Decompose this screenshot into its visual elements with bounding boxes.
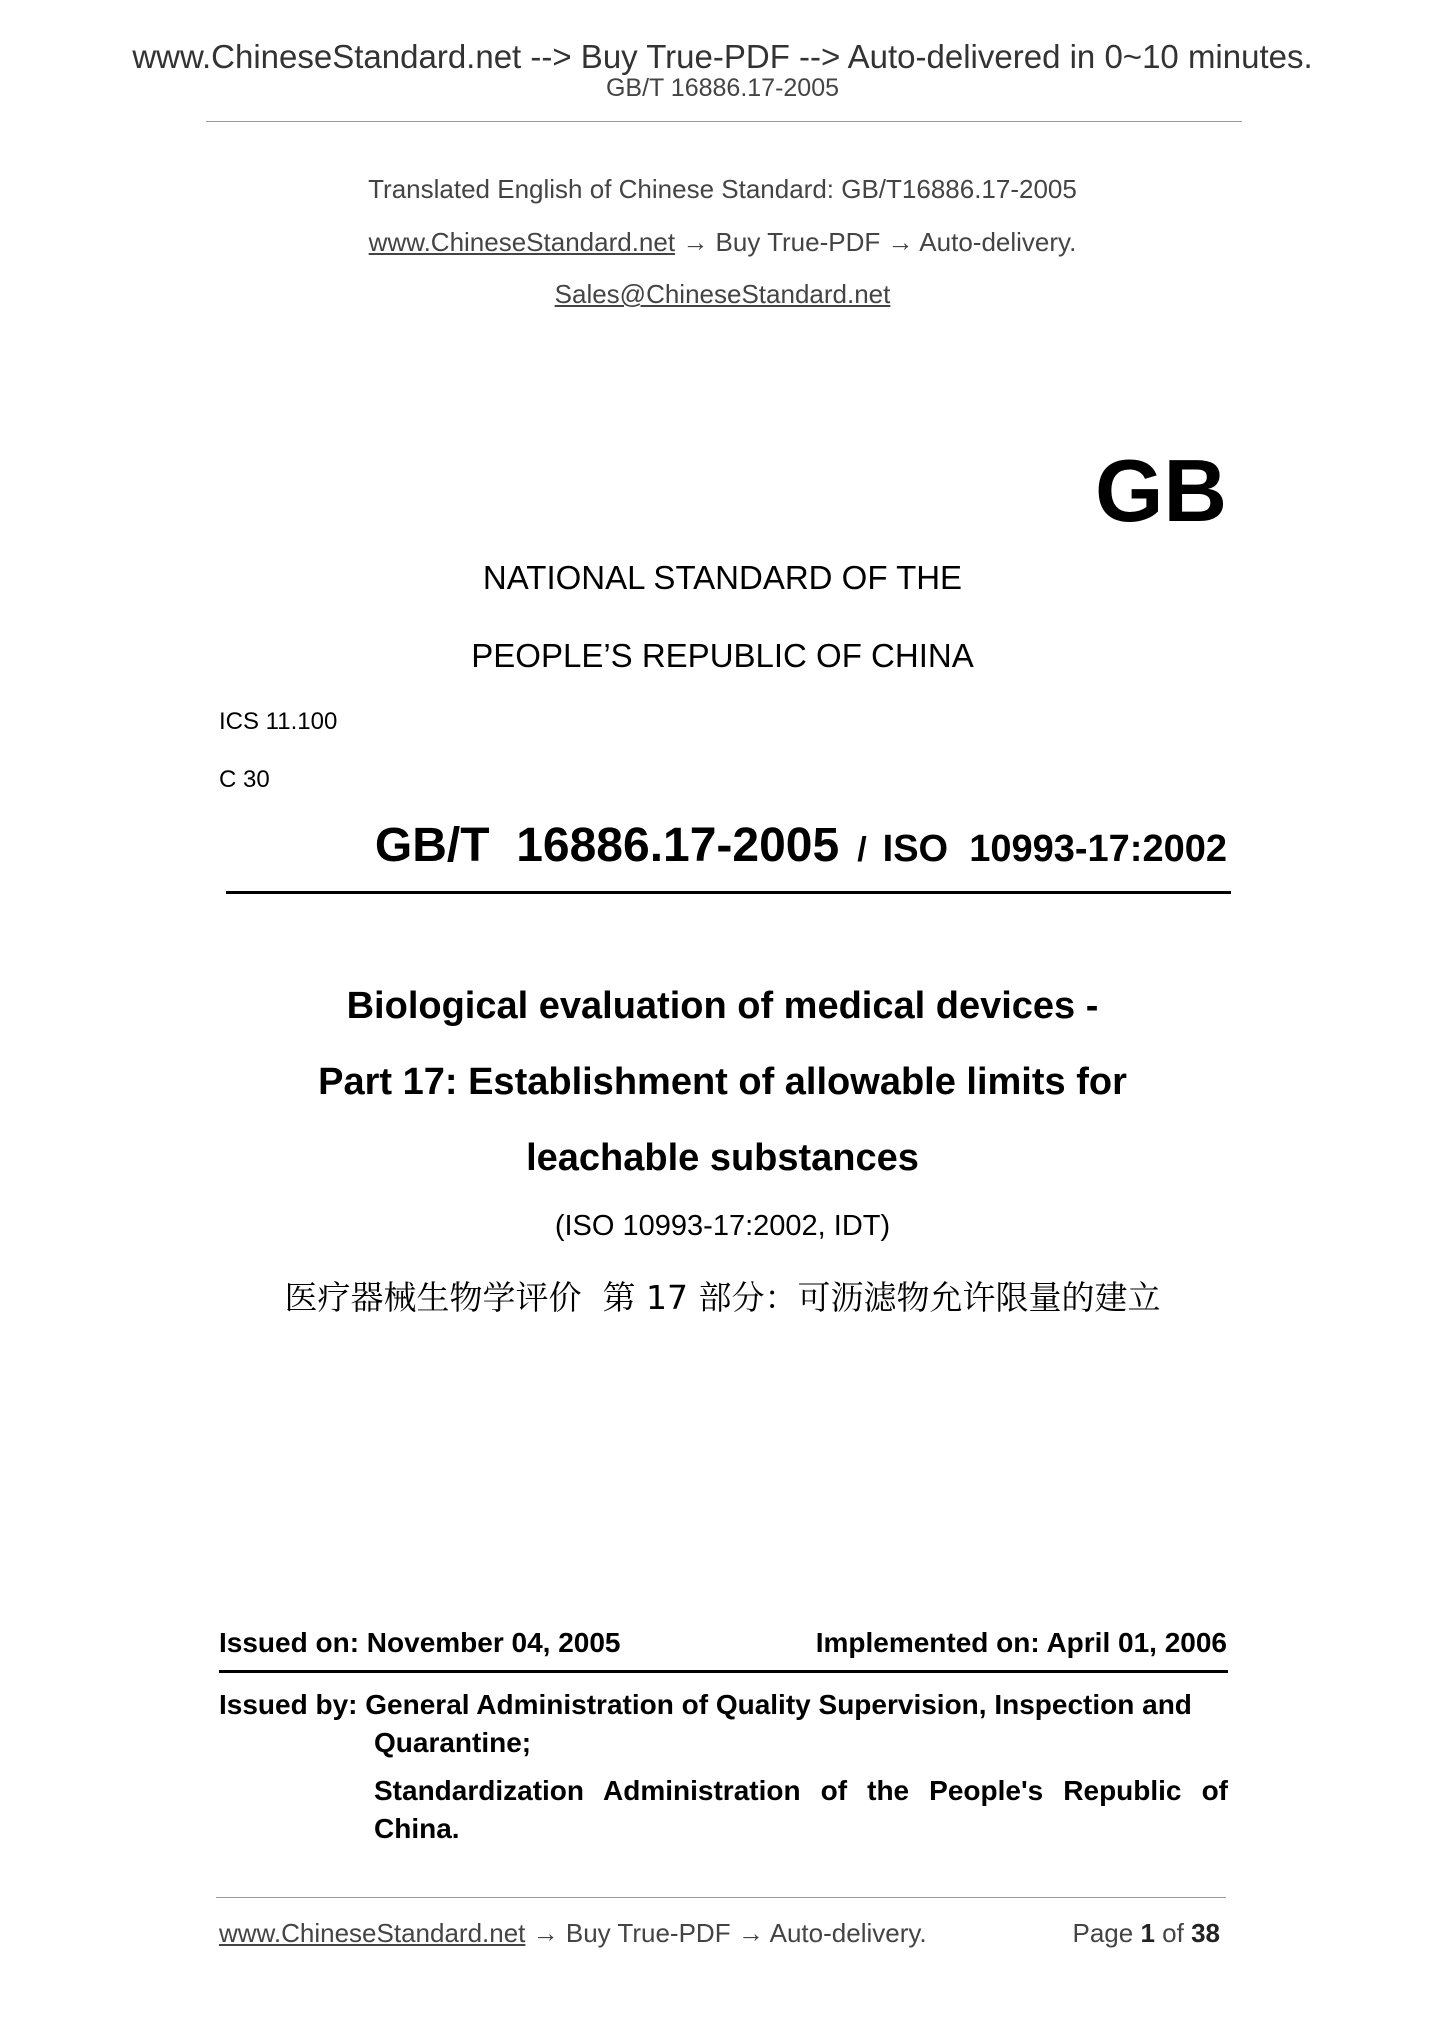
issuer-line-1: [219, 1686, 1228, 1724]
footer-buy-text: Buy True-PDF: [565, 1918, 731, 1948]
gb-mark: GB: [1095, 441, 1227, 540]
footer-auto-text: Auto-delivery.: [769, 1918, 927, 1948]
running-header: GB/T 16886.17-2005: [605, 74, 840, 102]
standard-number-row: [375, 818, 1227, 873]
issuer-org-1a: General Administration of Quality Supervision, Inspection and: [365, 1689, 1192, 1720]
title-divider: [226, 891, 1231, 894]
top-banner[interactable]: www.ChineseStandard.net --> Buy True-PDF --> Auto-delivered in 0~10 minutes.: [132, 38, 1313, 75]
issued-by-label: Issued by:: [219, 1689, 358, 1720]
arrow-right-icon: →: [887, 227, 914, 257]
page-label: Page: [1072, 1918, 1134, 1948]
iso-number: ISO 10993-17:2002: [882, 828, 1227, 870]
ics-code: ICS 11.100: [219, 708, 338, 735]
footer-divider: [216, 1897, 1226, 1898]
national-standard-line-1: NATIONAL STANDARD OF THE: [482, 559, 963, 596]
national-standard-line-2: PEOPLE’S REPUBLIC OF CHINA: [471, 637, 974, 674]
standard-separator: /: [857, 831, 867, 869]
issuer-org-1b: Quarantine;: [374, 1727, 532, 1758]
header-divider: [206, 121, 1242, 122]
iso-equivalence: (ISO 10993-17:2002, IDT): [554, 1210, 891, 1242]
page-indicator: [1072, 1918, 1220, 1949]
title-line-2: Part 17: Establishment of allowable limits for: [318, 1061, 1127, 1103]
auto-delivery-text: Auto-delivery.: [919, 227, 1077, 257]
arrow-right-icon: →: [532, 1918, 559, 1948]
ccs-code: C 30: [219, 766, 270, 793]
page-number: 1: [1140, 1918, 1155, 1948]
translated-notice: Translated English of Chinese Standard: GB/T16886.17-2005: [368, 174, 1077, 204]
arrow-right-icon: →: [682, 227, 709, 257]
buy-text: Buy True-PDF: [715, 227, 881, 257]
issuer-org-2: Standardization Administration of the People's Republic of China.: [374, 1775, 1228, 1844]
title-line-1: Biological evaluation of medical devices -: [346, 985, 1099, 1027]
footer-delivery-line: [219, 1918, 927, 1949]
standard-number: GB/T 16886.17-2005: [374, 819, 840, 872]
footer-site-link[interactable]: www.ChineseStandard.net: [219, 1918, 526, 1948]
site-link[interactable]: www.ChineseStandard.net: [368, 227, 676, 257]
of-label: of: [1162, 1918, 1184, 1948]
implemented-on-date: Implemented on: April 01, 2006: [815, 1627, 1227, 1658]
chinese-title: 医疗器械生物学评价 第 17 部分：可沥滤物允许限量的建立: [284, 1278, 1161, 1317]
issued-by-block: [219, 1686, 1228, 1848]
sales-email-link[interactable]: Sales@ChineseStandard.net: [554, 279, 891, 309]
delivery-line: [0, 227, 1445, 258]
sales-line: [0, 279, 1445, 310]
dates-divider: [219, 1670, 1228, 1673]
title-line-3: leachable substances: [526, 1137, 919, 1179]
issued-on-date: Issued on: November 04, 2005: [219, 1627, 621, 1658]
page-total: 38: [1191, 1918, 1220, 1948]
arrow-right-icon: →: [737, 1918, 764, 1948]
